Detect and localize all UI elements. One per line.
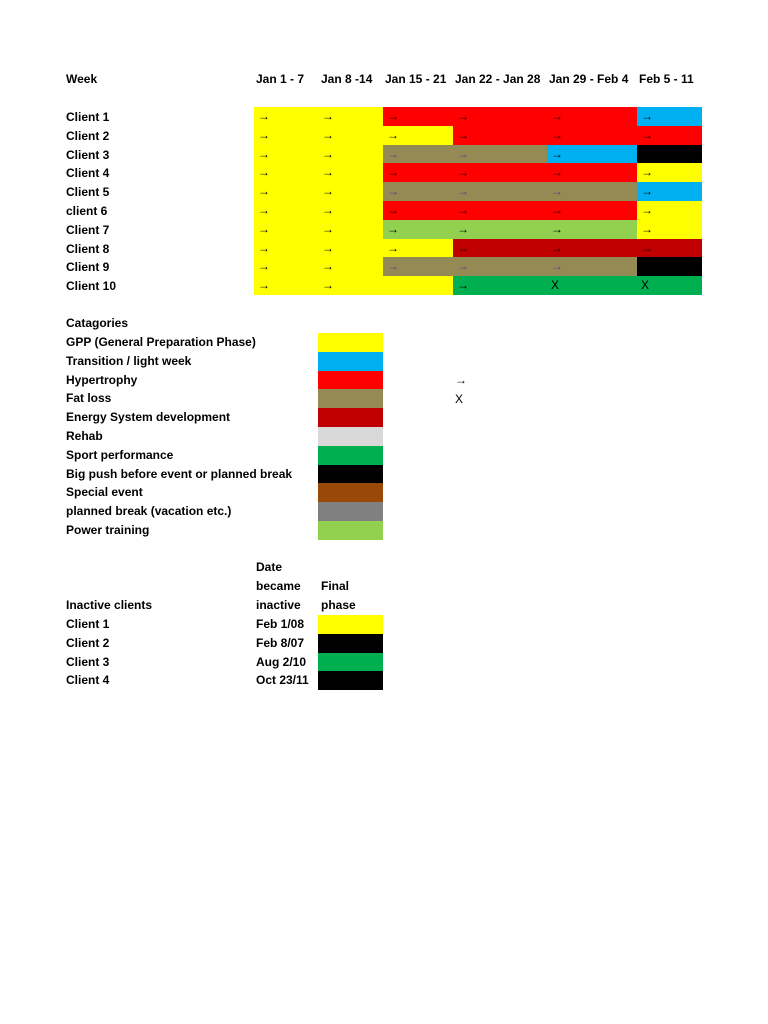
schedule-cell [547,239,637,258]
arrow-icon: → [387,241,399,255]
arrow-icon: → [322,259,334,273]
schedule-cell [254,239,318,258]
schedule-cell [453,239,547,258]
inactive-client-name: Client 3 [66,655,110,669]
category-label: Hypertrophy [66,373,138,387]
schedule-cell [547,276,637,295]
schedule-cell [637,126,702,145]
schedule-cell [318,163,383,182]
arrow-icon: → [641,241,653,255]
category-swatch [318,371,383,390]
schedule-cell [637,220,702,239]
schedule-cell [254,257,318,276]
arrow-icon: → [457,241,469,255]
schedule-cell [453,163,547,182]
schedule-cell [318,107,383,126]
inactive-date-header-2: became [256,579,301,593]
schedule-cell [318,220,383,239]
arrow-icon: → [641,128,653,142]
schedule-cell [383,126,453,145]
schedule-cell [453,257,547,276]
schedule-cell [547,182,637,201]
arrow-icon: → [551,259,563,273]
arrow-icon: → [457,259,469,273]
schedule-cell [637,163,702,182]
week-col-1: Jan 1 - 7 [256,72,305,86]
schedule-cell [453,126,547,145]
arrow-icon: → [387,203,399,217]
week-col-4: Jan 22 - Jan 28 [455,72,541,86]
arrow-icon: → [387,147,399,161]
arrow-icon: → [322,147,334,161]
arrow-icon: → [457,278,469,292]
arrow-icon: → [258,203,270,217]
x-mark: X [551,278,560,292]
arrow-icon: → [457,109,469,123]
final-phase-swatch [318,653,383,672]
schedule-cell [637,276,702,295]
client-row-label: Client 5 [66,185,110,199]
week-header-label: Week [66,72,98,86]
arrow-icon: → [258,241,270,255]
category-label: Sport performance [66,448,174,462]
category-swatch [318,352,383,371]
arrow-icon: → [457,147,469,161]
arrow-icon: → [258,222,270,236]
schedule-cell [637,145,702,164]
schedule-cell [254,145,318,164]
arrow-icon: → [387,109,399,123]
final-phase-swatch [318,634,383,653]
category-swatch [318,502,383,521]
schedule-cell [547,145,637,164]
schedule-cell [547,220,637,239]
client-row-label: client 6 [66,204,108,218]
schedule-cell [254,276,318,295]
category-label: planned break (vacation etc.) [66,504,232,518]
final-phase-swatch [318,615,383,634]
arrow-icon: → [258,109,270,123]
schedule-cell [318,126,383,145]
inactive-client-name: Client 1 [66,617,110,631]
category-swatch [318,446,383,465]
inactive-date-header-1: Date [256,560,283,574]
week-col-6: Feb 5 - 11 [639,72,694,86]
category-swatch [318,521,383,540]
week-col-5: Jan 29 - Feb 4 [549,72,629,86]
arrow-icon: → [551,128,563,142]
client-row-label: Client 4 [66,166,110,180]
schedule-cell [637,107,702,126]
arrow-icon: → [322,222,334,236]
schedule-cell [254,163,318,182]
arrow-icon: → [387,222,399,236]
category-swatch [318,483,383,502]
inactive-client-date: Feb 1/08 [256,617,305,631]
schedule-cell [547,201,637,220]
x-mark: X [641,278,650,292]
arrow-icon: → [322,184,334,198]
schedule-cell [383,257,453,276]
schedule-cell [383,182,453,201]
week-col-3: Jan 15 - 21 [385,72,447,86]
schedule-cell [318,201,383,220]
client-row-label: Client 2 [66,129,110,143]
arrow-icon: → [258,259,270,273]
category-label: Fat loss [66,391,112,405]
arrow-icon: → [457,165,469,179]
schedule-cell [254,107,318,126]
arrow-icon: → [457,128,469,142]
category-label: Rehab [66,429,103,443]
category-label: Energy System development [66,410,231,424]
inactive-client-date: Feb 8/07 [256,636,305,650]
schedule-cell [453,220,547,239]
schedule-cell [547,126,637,145]
categories-title: Catagories [66,316,129,330]
schedule-cell [318,239,383,258]
arrow-icon: → [551,165,563,179]
arrow-icon: → [322,109,334,123]
inactive-title: Inactive clients [66,598,153,612]
arrow-icon: → [551,203,563,217]
arrow-icon: → [551,147,563,161]
category-label: Power training [66,523,150,537]
arrow-icon: → [641,222,653,236]
arrow-icon: → [322,241,334,255]
arrow-icon: → [258,184,270,198]
arrow-icon: → [551,109,563,123]
arrow-icon: → [457,222,469,236]
client-row-label: Client 1 [66,110,110,124]
client-row-label: Client 7 [66,223,110,237]
schedule-cell [453,276,547,295]
schedule-cell [547,163,637,182]
schedule-cell [254,126,318,145]
schedule-cell [637,239,702,258]
schedule-cell [383,107,453,126]
arrow-icon: → [551,241,563,255]
arrow-icon: → [457,184,469,198]
client-row-label: Client 10 [66,279,117,293]
schedule-cell [383,276,453,295]
arrow-icon: → [641,184,653,198]
arrow-icon: → [322,203,334,217]
arrow-icon: → [258,147,270,161]
inactive-client-name: Client 4 [66,673,110,687]
schedule-cell [453,145,547,164]
arrow-icon: → [258,278,270,292]
inactive-date-header-3: inactive [256,598,301,612]
schedule-cell [383,201,453,220]
client-row-label: Client 3 [66,148,110,162]
category-swatch [318,427,383,446]
client-row-label: Client 9 [66,260,110,274]
inactive-client-date: Oct 23/11 [256,673,309,687]
category-swatch [318,408,383,427]
client-row-label: Client 8 [66,242,110,256]
arrow-icon: → [551,184,563,198]
schedule-cell [254,201,318,220]
inactive-client-name: Client 2 [66,636,110,650]
schedule-cell [318,145,383,164]
category-label: GPP (General Preparation Phase) [66,335,256,349]
schedule-cell [254,220,318,239]
arrow-icon: → [322,165,334,179]
schedule-cell [547,257,637,276]
category-swatch [318,333,383,352]
category-swatch [318,389,383,408]
arrow-icon: → [322,128,334,142]
symbol-x: X [455,392,464,406]
arrow-icon: → [258,128,270,142]
schedule-cell [383,145,453,164]
schedule-cell [637,201,702,220]
arrow-icon: → [387,259,399,273]
symbol-arrow: → [455,373,467,387]
arrow-icon: → [387,165,399,179]
arrow-icon: → [641,109,653,123]
category-label: Big push before event or planned break [66,467,293,481]
arrow-icon: → [387,128,399,142]
arrow-icon: → [387,184,399,198]
category-label: Transition / light week [66,354,192,368]
schedule-cell [383,220,453,239]
schedule-cell [254,182,318,201]
final-phase-swatch [318,671,383,690]
schedule-cell [318,276,383,295]
schedule-cell [453,107,547,126]
schedule-cell [453,182,547,201]
arrow-icon: → [322,278,334,292]
arrow-icon: → [457,203,469,217]
schedule-cell [637,182,702,201]
schedule-cell [318,182,383,201]
category-swatch [318,465,383,484]
week-col-2: Jan 8 -14 [321,72,373,86]
inactive-phase-header-2: phase [321,598,356,612]
arrow-icon: → [258,165,270,179]
schedule-cell [547,107,637,126]
schedule-cell [637,257,702,276]
arrow-icon: → [641,203,653,217]
schedule-cell [383,163,453,182]
inactive-client-date: Aug 2/10 [256,655,307,669]
arrow-icon: → [641,165,653,179]
schedule-cell [318,257,383,276]
inactive-phase-header-1: Final [321,579,350,593]
category-label: Special event [66,485,143,499]
schedule-cell [383,239,453,258]
schedule-cell [453,201,547,220]
arrow-icon: → [551,222,563,236]
